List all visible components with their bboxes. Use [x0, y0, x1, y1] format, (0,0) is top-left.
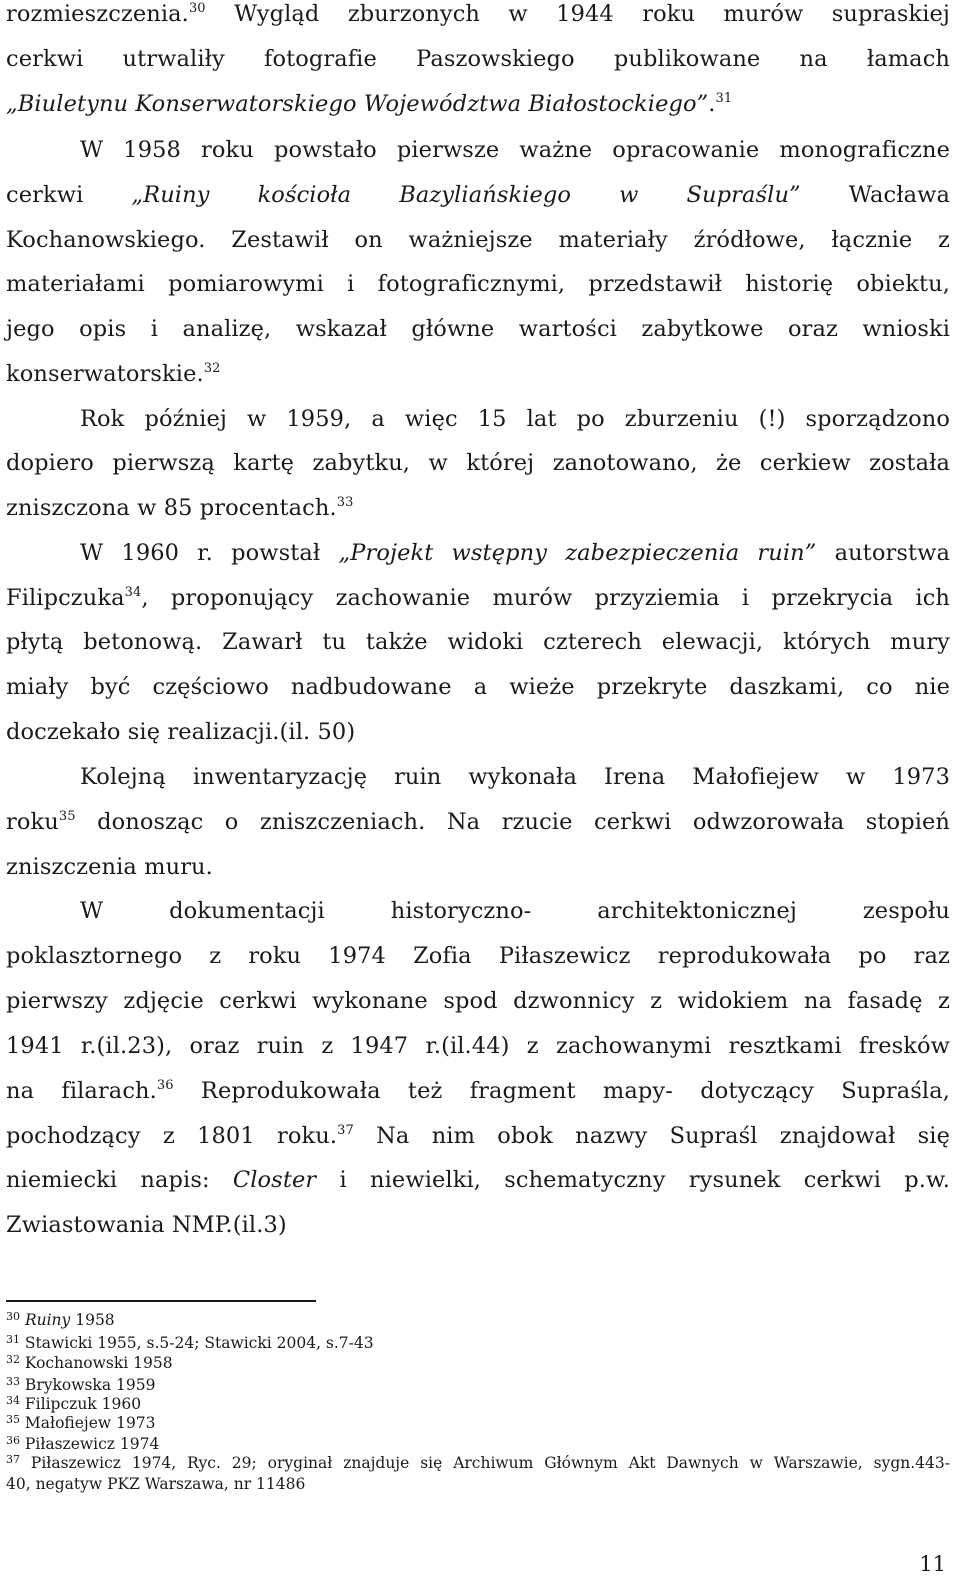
body-line — [6, 583, 950, 613]
body-footnote-ref: 36 — [156, 1078, 174, 1093]
body-text: pierwszy zdjęcie cerkwi wykonane spod dzwonnicy z widokiem na fasadę z — [6, 988, 950, 1014]
footnote-text: Filipczuk 1960 — [20, 1395, 142, 1413]
body-line — [6, 941, 950, 971]
footnote-line — [6, 1310, 950, 1330]
body-text: donosząc o zniszczeniach. Na rzucie cerkwi odwzorowała stopień — [75, 809, 950, 835]
body-text: Zwiastowania NMP.(il.3) — [6, 1212, 287, 1238]
footnote-footnote-ref: 33 — [6, 1375, 20, 1388]
body-line — [6, 448, 950, 478]
body-text: i niewielki, schematyczny rysunek cerkwi p.w. — [316, 1167, 951, 1193]
footnote-footnote-ref: 32 — [6, 1353, 20, 1366]
footnote-line — [6, 1394, 950, 1414]
body-text: materiałami pomiarowymi i fotograficznymi, przedstawił historię obiektu, — [6, 271, 950, 297]
body-text: jego opis i analizę, wskazał główne wartości zabytkowe oraz wnioski — [6, 316, 950, 342]
body-footnote-ref: 33 — [336, 495, 354, 510]
body-text: niemiecki napis: — [6, 1167, 233, 1193]
body-text: pochodzący z 1801 roku. — [6, 1123, 338, 1149]
body-text: zniszczenia muru. — [6, 854, 213, 880]
body-text: autorstwa — [816, 540, 950, 566]
footnote-line — [6, 1413, 950, 1433]
body-text: Na nim obok nazwy Supraśl znajdował się — [353, 1123, 950, 1149]
body-line — [6, 672, 950, 702]
body-footnote-ref: 37 — [337, 1123, 354, 1138]
body-line — [80, 538, 950, 568]
footnote-text: Piłaszewicz 1974 — [20, 1435, 160, 1453]
page-number: 11 — [919, 1552, 946, 1576]
footnote-footnote-ref: 37 — [6, 1453, 20, 1466]
body-line — [6, 314, 950, 344]
body-line — [6, 807, 950, 837]
body-text: miały być częściowo nadbudowane a wieże przekryte daszkami, co nie — [6, 674, 950, 700]
body-italic-text: Closter — [232, 1167, 317, 1193]
body-text: rozmieszczenia. — [6, 1, 189, 27]
body-line — [6, 852, 950, 882]
body-text: Kochanowskiego. Zestawił on ważniejsze materiały źródłowe, łącznie z — [6, 227, 950, 253]
body-text: Filipczuka — [6, 585, 125, 611]
body-text: na filarach. — [6, 1078, 157, 1104]
body-text: zniszczona w 85 procentach. — [6, 495, 337, 521]
body-line — [6, 180, 950, 210]
body-text: 1941 r.(il.23), oraz ruin z 1947 r.(il.44) z zachowanymi resztkami fresków — [6, 1033, 950, 1059]
body-text: cerkwi utrwaliły fotografie Paszowskiego publikowane na łamach — [6, 46, 950, 72]
footnote-text: Stawicki 1955, s.5-24; Stawicki 2004, s.7-43 — [20, 1334, 374, 1352]
body-line — [80, 135, 950, 165]
body-line — [6, 1121, 950, 1151]
body-line — [6, 986, 950, 1016]
body-line — [6, 44, 950, 74]
footnote-line — [6, 1474, 950, 1494]
footnote-text: Brykowska 1959 — [20, 1376, 156, 1394]
body-line — [80, 896, 950, 926]
body-text: poklasztornego z roku 1974 Zofia Piłaszewicz reprodukowała po raz — [6, 943, 950, 969]
body-footnote-ref: 32 — [203, 361, 221, 376]
body-text: W 1960 r. powstał — [80, 540, 339, 566]
body-footnote-ref: 31 — [715, 91, 733, 106]
footnote-line — [6, 1333, 950, 1353]
footnote-separator — [6, 1300, 316, 1302]
body-footnote-ref: 34 — [124, 585, 142, 600]
body-text: , proponujący zachowanie murów przyziemia i przekrycia ich — [141, 585, 950, 611]
body-italic-text: „Projekt wstępny zabezpieczenia ruin” — [338, 540, 817, 566]
body-text: konserwatorskie. — [6, 361, 204, 387]
footnote-italic-text: Ruiny — [24, 1311, 71, 1329]
body-text: płytą betonową. Zawarł tu także widoki czterech elewacji, których mury — [6, 629, 950, 655]
body-line — [6, 225, 950, 255]
body-line — [6, 717, 950, 747]
body-footnote-ref: 35 — [58, 809, 76, 824]
body-text: doczekało się realizacji.(il. 50) — [6, 719, 356, 745]
footnote-text: 1958 — [70, 1311, 115, 1329]
body-text: Rok później w 1959, a więc 15 lat po zburzeniu (!) sporządzono — [80, 406, 950, 432]
footnote-text: Kochanowski 1958 — [20, 1354, 173, 1372]
body-line — [6, 89, 950, 119]
body-text: roku — [6, 809, 59, 835]
body-line — [6, 1076, 950, 1106]
footnote-text: Piłaszewicz 1974, Ryc. 29; oryginał znajduje się Archiwum Głównym Akt Dawnych w Warszawie, sygn.443- — [20, 1454, 950, 1472]
footnote-footnote-ref: 31 — [6, 1333, 20, 1346]
footnote-line — [6, 1434, 950, 1454]
footnote-footnote-ref: 36 — [6, 1434, 20, 1447]
footnote-line — [6, 1453, 950, 1473]
body-line — [6, 1031, 950, 1061]
body-text: cerkwi — [6, 182, 132, 208]
body-text: Reprodukowała też fragment mapy- dotyczący Supraśla, — [173, 1078, 950, 1104]
body-text: Wacława — [800, 182, 950, 208]
footnote-line — [6, 1353, 950, 1373]
body-line — [6, 493, 950, 523]
body-text: dopiero pierwszą kartę zabytku, w której zanotowano, że cerkiew została — [6, 450, 950, 476]
body-text: W 1958 roku powstało pierwsze ważne opracowanie monograficzne — [80, 137, 950, 163]
body-text: W dokumentacji historyczno- architektonicznej zespołu — [80, 898, 950, 924]
body-text: Wygląd zburzonych w 1944 roku murów supraskiej — [205, 1, 950, 27]
body-line — [6, 0, 950, 29]
body-line — [6, 269, 950, 299]
body-text: . — [708, 91, 716, 117]
footnote-text: Małofiejew 1973 — [20, 1414, 156, 1432]
body-text: Kolejną inwentaryzację ruin wykonała Irena Małofiejew w 1973 — [80, 764, 950, 790]
body-italic-text: „Biuletynu Konserwatorskiego Województwa Białostockiego” — [6, 91, 709, 117]
footnote-text: 40, negatyw PKZ Warszawa, nr 11486 — [6, 1475, 306, 1493]
body-line — [6, 359, 950, 389]
body-line — [6, 627, 950, 657]
footnote-line — [6, 1375, 950, 1395]
footnote-footnote-ref: 35 — [6, 1413, 20, 1426]
body-line — [80, 762, 950, 792]
body-italic-text: „Ruiny kościoła Bazyliańskiego w Supraślu” — [131, 182, 801, 208]
footnote-footnote-ref: 30 — [6, 1310, 20, 1323]
body-line — [6, 1165, 950, 1195]
body-line — [80, 404, 950, 434]
body-line — [6, 1210, 950, 1240]
body-footnote-ref: 30 — [188, 1, 206, 16]
footnote-footnote-ref: 34 — [6, 1394, 20, 1407]
